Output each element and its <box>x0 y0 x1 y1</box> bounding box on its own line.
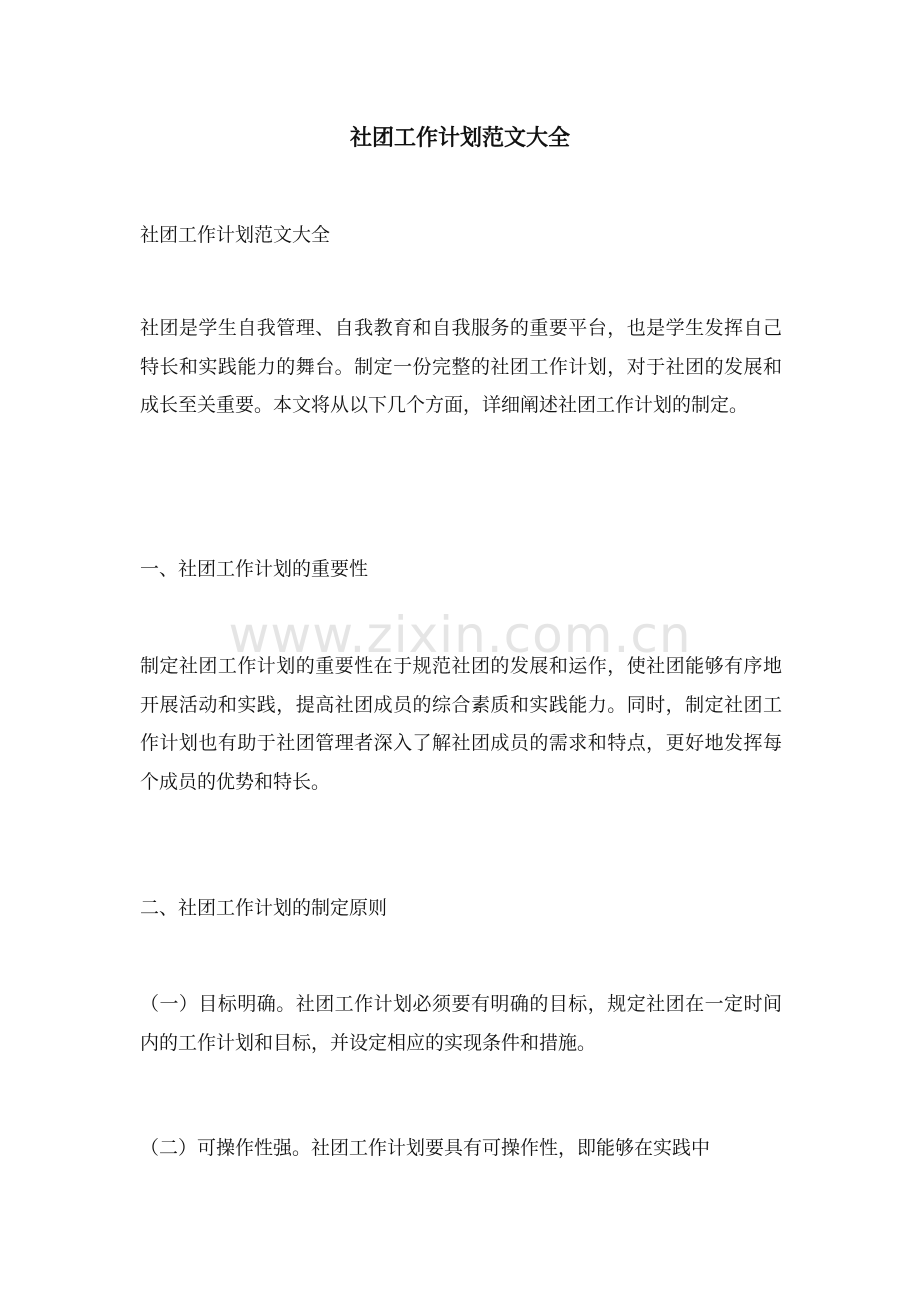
watermark: www.zixin.com.cn <box>228 606 692 664</box>
principle-paragraph-1: （一）目标明确。社团工作计划必须要有明确的目标，规定社团在一定时间内的工作计划和目标，并设定相应的实现条件和措施。 <box>140 993 782 1054</box>
document-title: 社团工作计划范文大全 <box>349 125 570 151</box>
subtitle-paragraph: 社团工作计划范文大全 <box>140 224 331 246</box>
section-heading-importance: 一、社团工作计划的重要性 <box>140 558 369 580</box>
intro-paragraph: 社团是学生自我管理、自我教育和自我服务的重要平台，也是学生发挥自己特长和实践能力的舞台。制定一份完整的社团工作计划，对于社团的发展和成长至关重要。本文将从以下几个方面，详细阐述社团工作计划的制定。 <box>140 317 782 416</box>
principle-paragraph-2: （二）可操作性强。社团工作计划要具有可操作性，即能够在实践中 <box>140 1137 711 1159</box>
section-heading-principles: 二、社团工作计划的制定原则 <box>140 897 388 919</box>
importance-paragraph: 制定社团工作计划的重要性在于规范社团的发展和运作，使社团能够有序地开展活动和实践，提高社团成员的综合素质和实践能力。同时，制定社团工作计划也有助于社团管理者深入了解社团成员的需求和特点，更好地发挥每个成员的优势和特长。 <box>140 655 782 793</box>
